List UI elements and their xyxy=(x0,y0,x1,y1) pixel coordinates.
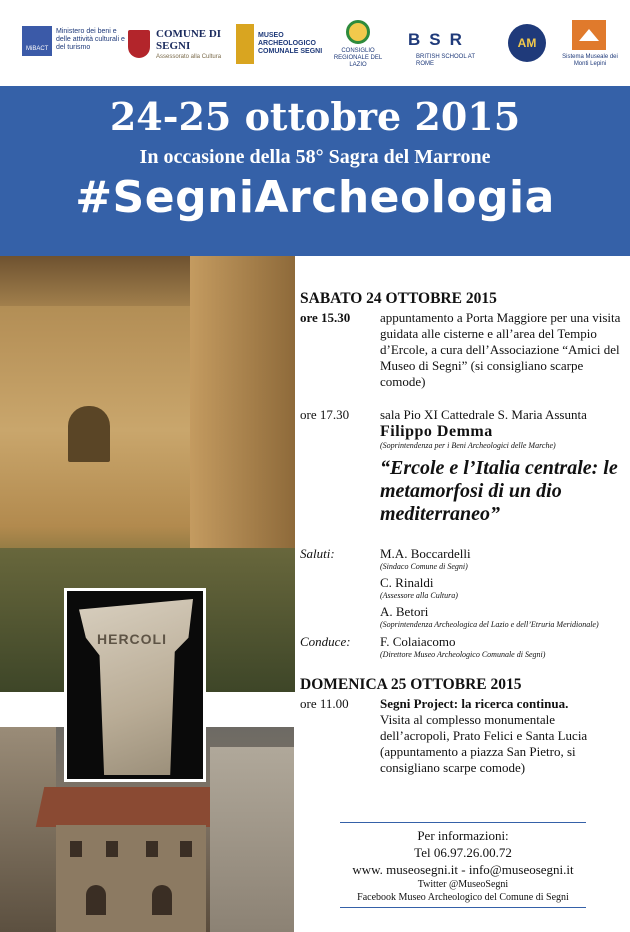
mibact-logo xyxy=(22,18,125,74)
sistema-text: Sistema Museale dei Monti Lepini xyxy=(562,54,618,67)
saluti-section xyxy=(300,546,626,630)
stone-block xyxy=(79,599,193,775)
info-label: Per informazioni: xyxy=(417,828,509,843)
saluto-name: M.A. Boccardelli xyxy=(380,546,471,561)
saluti-label: Saluti: xyxy=(300,546,335,561)
town-window xyxy=(106,841,118,857)
sistema-museale-logo xyxy=(560,18,620,74)
speaker-affiliation: (Soprintendenza per i Beni Archeologici delle Marche) xyxy=(380,441,556,450)
info-facebook[interactable]: Facebook Museo Archeologico del Comune di Segni xyxy=(357,892,569,903)
museo-mark-icon xyxy=(236,24,254,64)
sunday-text: Visita al complesso monumentale dell’acropoli, Prato Felici e Santa Lucia (appuntamento a piazza San Pietro, si consigliano scarpe comode) xyxy=(380,712,588,775)
bsr-letters: BSR xyxy=(408,30,471,49)
town-left-building xyxy=(0,727,56,932)
town-roof xyxy=(36,787,225,827)
consiglio-text: CONSIGLIO REGIONALE DEL LAZIO xyxy=(333,48,383,68)
info-twitter[interactable]: Twitter @MuseoSegni xyxy=(417,879,509,890)
comune-segni-logo xyxy=(128,18,224,74)
saturday-heading: SABATO 24 OTTOBRE 2015 xyxy=(300,290,497,307)
saluto-role: (Soprintendenza Archeologica del Lazio e dell’Etruria Meridionale) xyxy=(380,620,599,629)
conduce-role: (Direttore Museo Archeologico Comunale di Segni) xyxy=(380,650,546,659)
museo-logo xyxy=(236,18,326,74)
event-dates: 24-25 ottobre 2015 xyxy=(109,94,521,139)
consiglio-emblem-icon xyxy=(346,20,370,44)
event-2-time: ore 17.30 xyxy=(300,407,350,422)
saluto-role: (Sindaco Comune di Segni) xyxy=(380,562,468,571)
town-building xyxy=(56,825,206,932)
town-door xyxy=(86,885,106,915)
info-top-rule xyxy=(340,822,586,823)
museo-text: MUSEO ARCHEOLOGICO COMUNALE SEGNI xyxy=(258,32,323,55)
sistema-house-icon xyxy=(572,20,606,50)
saluto-name: C. Rinaldi xyxy=(380,575,434,590)
cistern-niche xyxy=(68,406,110,462)
lecture-title: “Ercole e l’Italia centrale: le metamorfosi di un dio mediterraneo” xyxy=(380,457,618,525)
program xyxy=(300,290,626,776)
amici-circle-icon: AM xyxy=(508,24,546,62)
saluto-name: A. Betori xyxy=(380,604,429,619)
saturday-event-1 xyxy=(300,310,626,390)
saturday-event-2 xyxy=(300,407,626,526)
mibact-text: Ministero dei beni e delle attività culturali e del turismo xyxy=(56,28,125,51)
saluto-role: (Assessore alla Cultura) xyxy=(380,591,458,600)
stone-inscription: HERCOLI xyxy=(97,631,167,647)
logo-strip xyxy=(0,0,630,86)
conduce-section xyxy=(300,634,626,660)
info-bottom-rule xyxy=(340,907,586,908)
cistern-wall xyxy=(190,256,295,556)
town-door xyxy=(152,885,172,915)
town-window xyxy=(180,841,192,857)
conduce-name: F. Colaiacomo xyxy=(380,634,456,649)
event-1-text: appuntamento a Porta Maggiore per una visita guidata alle cisterne e all’area del Tempio d’Ercole, a cura dell’Associazione “Amici del Museo di Segni” (si consigliano scarpe comode) xyxy=(380,310,621,389)
info-box xyxy=(300,822,626,908)
comune-name: COMUNE DI SEGNI xyxy=(156,28,222,52)
comune-tagline: Assessorato alla Cultura xyxy=(156,54,222,60)
consiglio-logo xyxy=(330,18,386,74)
event-2-place: sala Pio XI Cattedrale S. Maria Assunta xyxy=(380,407,587,422)
mibact-mark-icon xyxy=(22,26,52,56)
speaker-name: Filippo Demma xyxy=(380,423,493,440)
conduce-label: Conduce: xyxy=(300,634,351,649)
town-window xyxy=(146,841,158,857)
town-window xyxy=(70,841,82,857)
sunday-project: Segni Project: la ricerca continua. xyxy=(380,696,569,711)
occasion-subtitle: In occasione della 58° Sagra del Marrone xyxy=(139,146,491,168)
bsr-text: BRITISH SCHOOL AT ROME xyxy=(416,54,475,67)
town-right-building xyxy=(210,747,294,932)
bsr-logo xyxy=(408,18,488,74)
header-banner xyxy=(0,86,630,256)
info-phone: Tel 06.97.26.00.72 xyxy=(414,845,512,860)
hashtag-title: #SegniArcheologia xyxy=(75,172,555,223)
info-web-email[interactable]: www. museosegni.it - info@museosegni.it xyxy=(352,862,574,877)
mibact-acronym: MiBACT xyxy=(26,46,49,52)
amici-logo xyxy=(508,18,546,74)
sunday-event xyxy=(300,696,626,776)
event-1-time: ore 15.30 xyxy=(300,310,351,325)
segni-shield-icon xyxy=(128,30,150,58)
sunday-time: ore 11.00 xyxy=(300,696,349,711)
sunday-heading: DOMENICA 25 OTTOBRE 2015 xyxy=(300,676,522,693)
inscription-stone-photo xyxy=(64,588,206,782)
